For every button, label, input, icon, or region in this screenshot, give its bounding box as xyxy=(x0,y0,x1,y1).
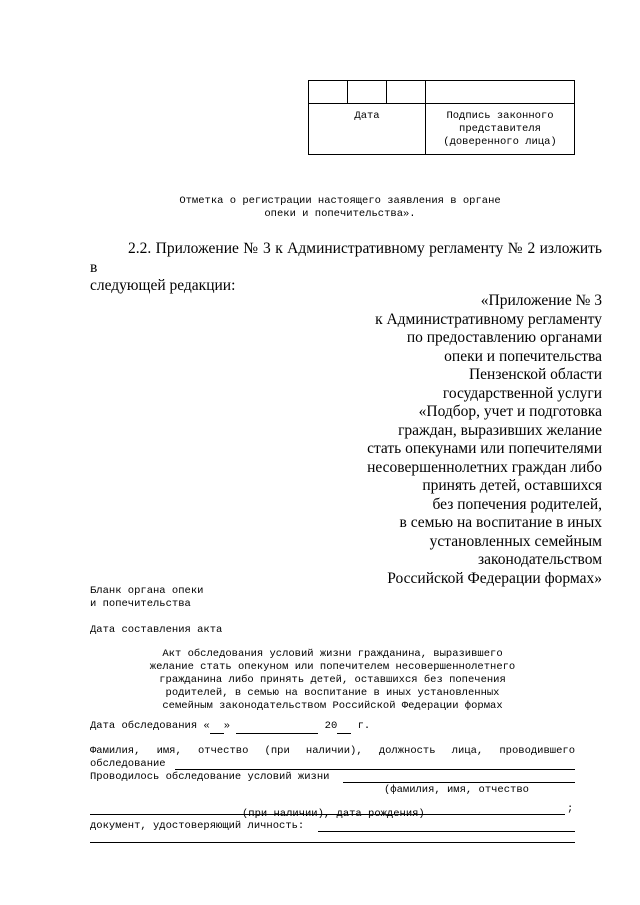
survey-date-suffix: г. xyxy=(357,720,371,732)
table-cell xyxy=(309,81,348,104)
appendix-line: в семью на воспитание в иных xyxy=(399,514,602,531)
appendix-line: стать опекунами или попечителями xyxy=(367,440,602,457)
appendix-line: по предоставлению органами xyxy=(406,329,602,346)
act-title-line: желание стать опекуном или попечителем несовершеннолетнего xyxy=(149,661,516,673)
official-line1: Фамилия, имя, отчество (при наличии), должность лица, проводившего xyxy=(90,745,575,757)
official-field[interactable] xyxy=(175,769,575,770)
signature-label: Подпись законного представителя (доверенного лица) xyxy=(443,110,557,148)
appendix-line: «Подбор, учет и подготовка xyxy=(418,403,602,420)
fio-hint: (фамилия, имя, отчество xyxy=(384,784,529,796)
id-doc-field[interactable] xyxy=(318,831,575,832)
appendix-line: опеки и попечительства xyxy=(444,347,602,365)
registration-mark-line2: опеки и попечительства». xyxy=(264,208,416,220)
appendix-line: принять детей, оставшихся xyxy=(422,477,602,494)
id-doc-field-2[interactable] xyxy=(90,842,575,843)
survey-date-year: 20 xyxy=(324,720,338,732)
appendix-line: Пензенской области xyxy=(468,366,602,383)
signature-table xyxy=(308,80,575,155)
appendix-line: законодательством xyxy=(477,551,602,568)
table-cell xyxy=(426,81,575,104)
appendix-line: граждан, выразивших желание xyxy=(398,421,602,439)
official-line2: обследование xyxy=(90,758,166,770)
section-paragraph xyxy=(90,240,602,296)
appendix-header xyxy=(300,292,602,588)
day-field[interactable] xyxy=(210,720,224,734)
appendix-line: государственной услуги xyxy=(442,384,602,402)
table-cell xyxy=(387,81,426,104)
blank-label xyxy=(90,585,203,611)
section-line1: 2.2. Приложение № 3 к Административному регламенту № 2 изложить в xyxy=(90,240,602,276)
appendix-line: «Приложение № 3 xyxy=(480,292,602,309)
appendix-line: установленных семейным xyxy=(429,532,602,550)
act-title xyxy=(90,648,575,713)
id-doc-label: документ, удостоверяющий личность: xyxy=(90,820,305,832)
appendix-line: без попечения родителей, xyxy=(432,495,602,513)
conducted-field[interactable] xyxy=(343,782,575,783)
registration-mark xyxy=(150,195,530,221)
act-title-line: родителей, в семью на воспитание в иных установленных xyxy=(165,687,500,699)
blank-line2: и попечительства xyxy=(90,598,191,610)
date-label: Дата xyxy=(354,110,380,122)
conducted-label: Проводилось обследование условий жизни xyxy=(90,771,330,783)
month-field[interactable] xyxy=(236,720,318,734)
act-title-line: семейным законодательством Российской Федерации формах xyxy=(162,700,503,712)
registration-mark-line1: Отметка о регистрации настоящего заявления в органе xyxy=(179,195,501,207)
act-title-line: Акт обследования условий жизни гражданина, выразившего xyxy=(162,648,503,660)
blank-line1: Бланк органа опеки xyxy=(90,585,204,597)
survey-date-mid: » xyxy=(223,720,231,732)
year-field[interactable] xyxy=(337,720,351,734)
fio-hint2: (при наличии), дата рождения) xyxy=(242,808,425,820)
survey-date-row xyxy=(90,720,370,734)
act-title-line: гражданина либо принять детей, оставшихся без попечения xyxy=(159,674,506,686)
act-date-label: Дата составления акта xyxy=(90,624,223,636)
appendix-line: несовершеннолетних граждан либо xyxy=(367,458,602,476)
appendix-line: Российской Федерации формах» xyxy=(387,569,602,587)
survey-date-prefix: Дата обследования « xyxy=(90,720,210,732)
fio-semicolon: ; xyxy=(567,803,574,815)
date-cell xyxy=(309,104,426,155)
signature-cell xyxy=(426,104,575,155)
table-cell xyxy=(348,81,387,104)
appendix-line: к Административному регламенту xyxy=(375,310,602,328)
section-line2: следующей редакции: xyxy=(90,277,236,294)
